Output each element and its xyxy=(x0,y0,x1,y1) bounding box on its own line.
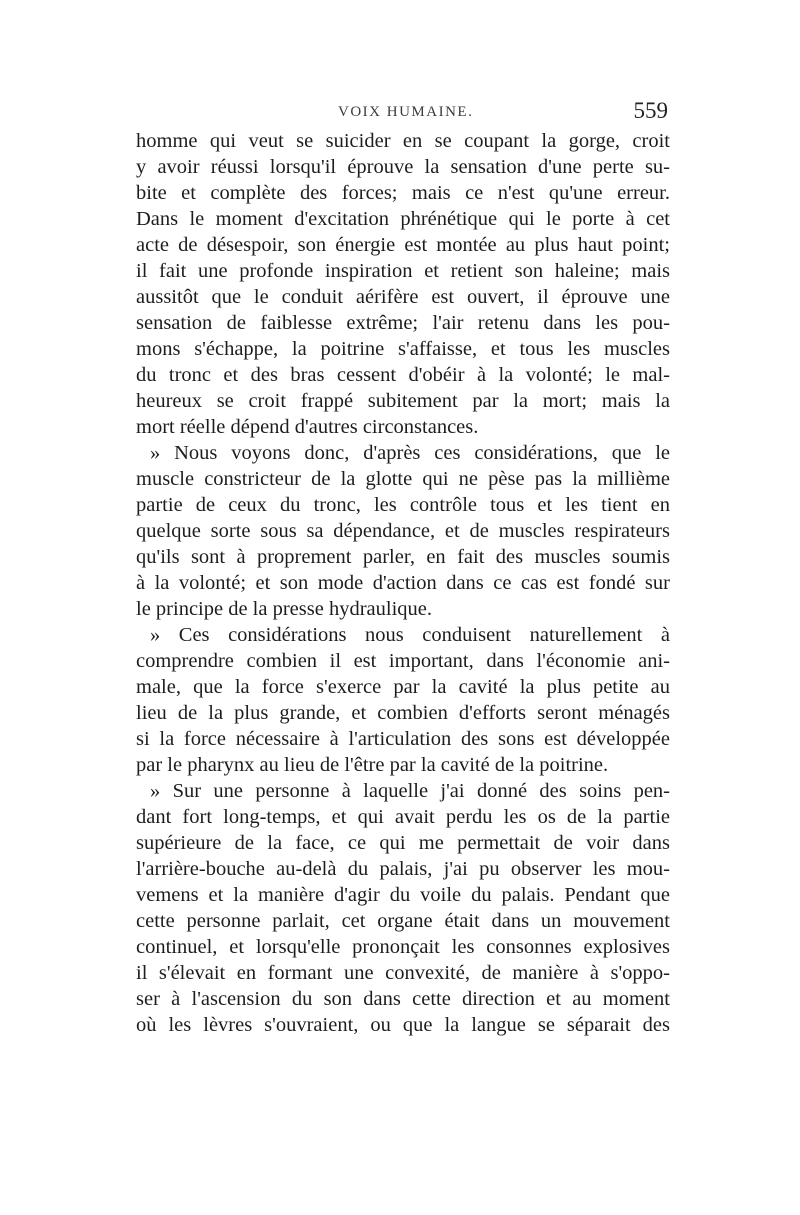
text-line: male, que la force s'exerce par la cavité la plus petite au xyxy=(136,676,670,698)
text-line: aussitôt que le conduit aérifère est ouvert, il éprouve une xyxy=(136,286,670,308)
page-number: 559 xyxy=(633,98,668,123)
text-line: il fait une profonde inspiration et retient son haleine; mais xyxy=(136,260,670,282)
text-line: comprendre combien il est important, dans l'économie ani- xyxy=(136,650,670,672)
text-line: muscle constricteur de la glotte qui ne pèse pas la millième xyxy=(136,468,670,490)
text-line: quelque sorte sous sa dépendance, et de muscles respirateurs xyxy=(136,520,670,542)
running-header xyxy=(136,98,670,128)
text-line: » Sur une personne à laquelle j'ai donné des soins pen- xyxy=(150,780,670,802)
text-line: où les lèvres s'ouvraient, ou que la langue se séparait des xyxy=(136,1014,670,1036)
text-line: supérieure de la face, ce qui me permettait de voir dans xyxy=(136,832,670,854)
text-line: l'arrière-bouche au-delà du palais, j'ai pu observer les mou- xyxy=(136,858,670,880)
text-line: si la force nécessaire à l'articulation des sons est développée xyxy=(136,728,670,750)
text-line: cette personne parlait, cet organe était dans un mouvement xyxy=(136,910,670,932)
text-line: qu'ils sont à proprement parler, en fait des muscles soumis xyxy=(136,546,670,568)
text-line: y avoir réussi lorsqu'il éprouve la sensation d'une perte su- xyxy=(136,156,670,178)
text-line: dant fort long-temps, et qui avait perdu les os de la partie xyxy=(136,806,670,828)
text-line: lieu de la plus grande, et combien d'efforts seront ménagés xyxy=(136,702,670,724)
text-line: mons s'échappe, la poitrine s'affaisse, et tous les muscles xyxy=(136,338,670,360)
text-line: homme qui veut se suicider en se coupant la gorge, croit xyxy=(136,130,670,152)
body-text xyxy=(136,128,670,1038)
text-line: du tronc et des bras cessent d'obéir à la volonté; le mal- xyxy=(136,364,670,386)
text-line: » Ces considérations nous conduisent naturellement à xyxy=(150,624,670,646)
running-title: VOIX HUMAINE. xyxy=(338,104,474,120)
text-line: mort réelle dépend d'autres circonstances. xyxy=(136,416,479,438)
text-line: » Nous voyons donc, d'après ces considérations, que le xyxy=(150,442,670,464)
text-line: vemens et la manière d'agir du voile du palais. Pendant que xyxy=(136,884,670,906)
text-line: il s'élevait en formant une convexité, de manière à s'oppo- xyxy=(136,962,670,984)
text-line: acte de désespoir, son énergie est montée au plus haut point; xyxy=(136,234,670,256)
text-line: le principe de la presse hydraulique. xyxy=(136,598,432,620)
text-line: sensation de faiblesse extrême; l'air retenu dans les pou- xyxy=(136,312,670,334)
text-line: heureux se croit frappé subitement par la mort; mais la xyxy=(136,390,670,412)
text-line: ser à l'ascension du son dans cette direction et au moment xyxy=(136,988,670,1010)
text-line: par le pharynx au lieu de l'être par la cavité de la poitrine. xyxy=(136,754,609,776)
text-line: continuel, et lorsqu'elle prononçait les consonnes explosives xyxy=(136,936,670,958)
text-line: à la volonté; et son mode d'action dans ce cas est fondé sur xyxy=(136,572,670,594)
text-line: Dans le moment d'excitation phrénétique qui le porte à cet xyxy=(136,208,670,230)
text-line: bite et complète des forces; mais ce n'est qu'une erreur. xyxy=(136,182,670,204)
text-line: partie de ceux du tronc, les contrôle tous et les tient en xyxy=(136,494,670,516)
